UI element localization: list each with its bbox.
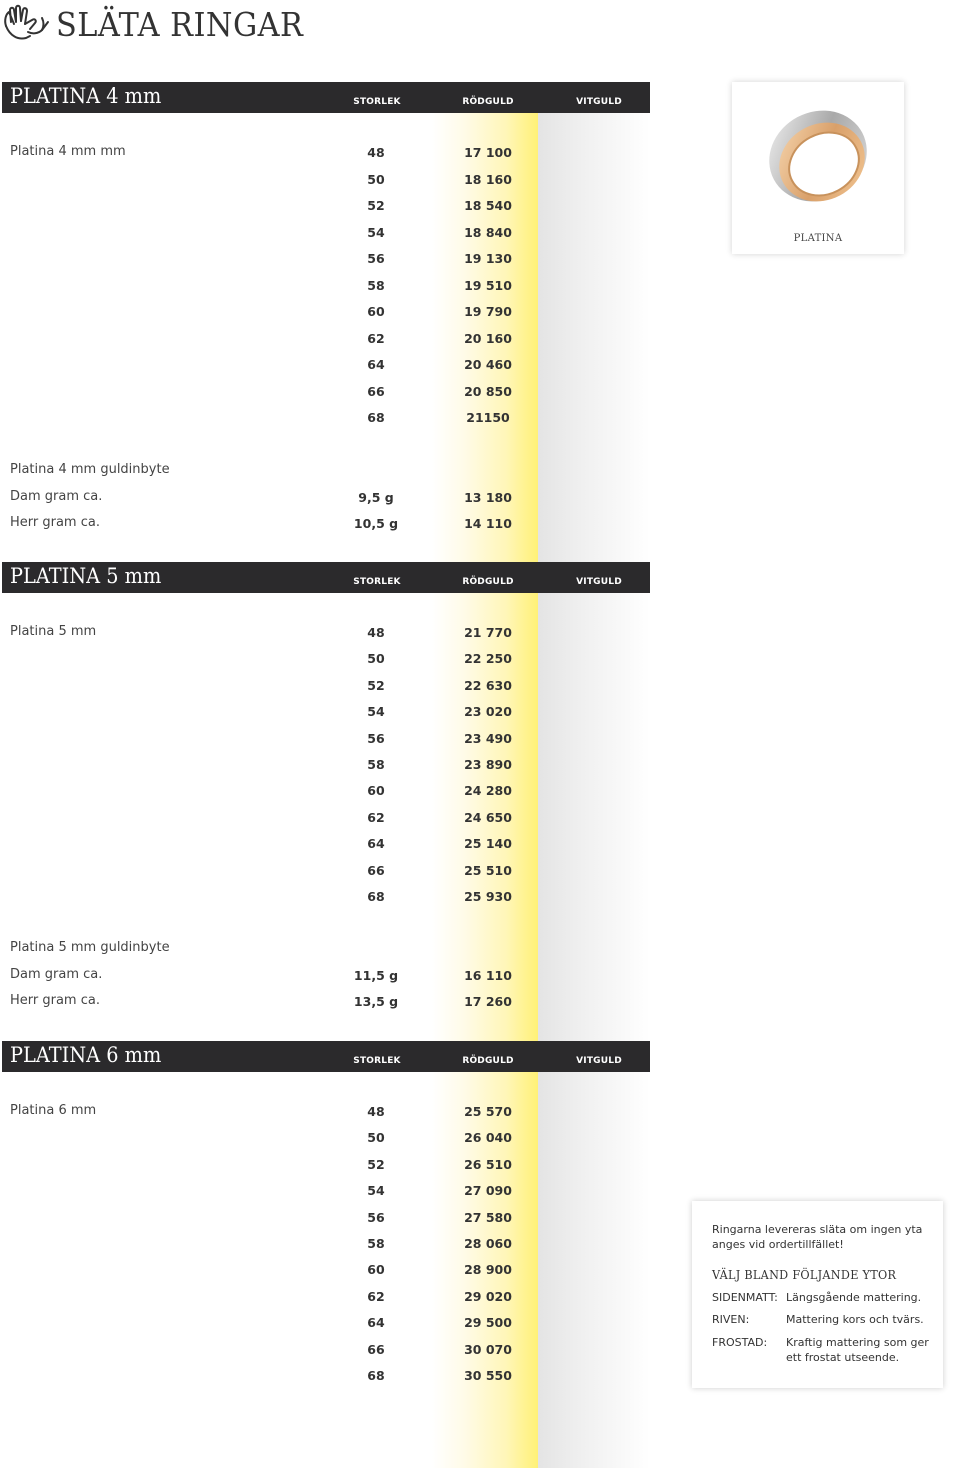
price-cell: 29 020	[464, 1288, 512, 1304]
table-row	[0, 703, 650, 723]
section-title: PLATINA 6 mm	[10, 1043, 162, 1067]
price-cell: 22 250	[464, 651, 512, 667]
section-header-platina-5mm	[2, 562, 650, 593]
weight-cell: 13,5 g	[353, 994, 399, 1009]
table-row	[0, 171, 650, 191]
size-cell: 62	[367, 330, 385, 346]
table-row	[0, 277, 650, 297]
table-row	[0, 1288, 650, 1308]
size-cell: 54	[367, 704, 385, 720]
table-row	[0, 1182, 650, 1202]
size-cell: 62	[367, 1288, 385, 1304]
page-title: SLÄTA RINGAR	[56, 4, 304, 44]
table-row	[0, 862, 650, 882]
column-header-white-gold: VITGULD	[576, 577, 622, 587]
price-cell: 18 160	[464, 171, 512, 187]
table-row	[0, 782, 650, 802]
table-row	[0, 383, 650, 403]
table-row	[0, 1129, 650, 1149]
finish-desc: Mattering kors och tvärs.	[786, 1313, 924, 1326]
price-cell: 21150	[466, 410, 510, 425]
size-cell: 52	[367, 198, 385, 213]
table-row	[0, 1261, 650, 1281]
table-row	[0, 809, 650, 829]
product-caption: PLATINA	[793, 233, 843, 244]
weight-cell: 9,5 g	[358, 490, 394, 505]
product-card-platina	[732, 82, 904, 254]
table-row	[0, 756, 650, 776]
size-cell: 60	[367, 304, 385, 319]
product-label: Platina 6 mm	[10, 1103, 97, 1118]
table-row	[0, 224, 650, 244]
weight-label: Herr gram ca.	[10, 993, 100, 1008]
table-row	[0, 835, 650, 855]
price-cell: 25 570	[464, 1104, 512, 1119]
column-header-size: STORLEK	[353, 1056, 401, 1066]
size-cell: 48	[367, 625, 385, 640]
size-cell: 48	[367, 145, 385, 160]
exchange-label: Platina 5 mm guldinbyte	[10, 940, 170, 955]
table-row	[0, 1103, 650, 1123]
finish-desc: Kraftig mattering som ger ett frostat utseende.	[786, 1336, 929, 1364]
size-cell: 54	[367, 224, 385, 240]
size-cell: 64	[367, 1315, 385, 1331]
price-cell: 27 090	[464, 1183, 512, 1199]
price-cell: 19 510	[464, 277, 512, 293]
size-cell: 56	[367, 251, 385, 266]
size-cell: 58	[367, 277, 385, 293]
price-cell: 16 110	[464, 968, 512, 983]
size-cell: 58	[367, 1236, 385, 1251]
size-cell: 68	[367, 1368, 385, 1383]
price-cell: 26 040	[464, 1130, 512, 1146]
size-cell: 66	[367, 383, 385, 399]
size-cell: 50	[367, 171, 385, 187]
price-cell: 19 130	[464, 251, 512, 266]
price-cell: 23 020	[464, 704, 512, 720]
price-cell: 18 840	[464, 224, 512, 240]
size-cell: 66	[367, 1341, 385, 1357]
section-title: PLATINA 4 mm	[10, 84, 162, 108]
column-header-rose-gold: RÖDGULD	[462, 1056, 514, 1066]
table-row	[0, 993, 650, 1013]
price-cell: 17 260	[464, 994, 512, 1009]
table-row	[0, 967, 650, 987]
price-cell: 20 460	[464, 357, 512, 372]
column-header-size: STORLEK	[353, 577, 401, 587]
hands-icon	[2, 4, 50, 44]
finish-desc: Längsgående mattering.	[786, 1291, 922, 1304]
size-cell: 56	[367, 730, 385, 746]
price-cell: 19 790	[464, 304, 512, 319]
table-row	[0, 1367, 650, 1387]
price-cell: 20 160	[464, 330, 512, 346]
weight-cell: 11,5 g	[353, 968, 399, 983]
price-cell: 14 110	[464, 516, 512, 531]
table-row	[0, 677, 650, 697]
table-row	[0, 1235, 650, 1255]
table-row	[0, 197, 650, 217]
table-row	[0, 303, 650, 323]
price-cell: 26 510	[464, 1156, 512, 1172]
weight-label: Dam gram ca.	[10, 489, 103, 504]
page-header	[2, 2, 325, 46]
size-cell: 60	[367, 1262, 385, 1278]
price-cell: 24 280	[464, 783, 512, 799]
size-cell: 58	[367, 757, 385, 772]
price-cell: 28 900	[464, 1262, 512, 1278]
table-row	[0, 515, 650, 535]
finish-name: FROSTAD:	[712, 1336, 768, 1349]
size-cell: 66	[367, 862, 385, 878]
table-row	[0, 144, 650, 164]
exchange-label: Platina 4 mm guldinbyte	[10, 462, 170, 477]
size-cell: 60	[367, 783, 385, 799]
exchange-label-row	[0, 940, 650, 960]
table-row	[0, 730, 650, 750]
table-row	[0, 1314, 650, 1334]
product-label: Platina 4 mm mm	[10, 144, 126, 159]
price-cell: 30 070	[464, 1341, 512, 1357]
weight-label: Herr gram ca.	[10, 515, 100, 530]
table-row	[0, 624, 650, 644]
size-cell: 68	[367, 410, 385, 425]
price-cell: 29 500	[464, 1315, 512, 1331]
table-row	[0, 650, 650, 670]
price-cell: 23 490	[464, 730, 512, 746]
size-cell: 64	[367, 836, 385, 852]
price-cell: 28 060	[464, 1236, 512, 1251]
size-cell: 68	[367, 889, 385, 904]
finish-info-box	[692, 1201, 943, 1388]
column-header-rose-gold: RÖDGULD	[462, 97, 514, 107]
price-cell: 18 540	[464, 198, 512, 213]
finish-name: SIDENMATT:	[712, 1291, 778, 1304]
column-header-size: STORLEK	[353, 97, 401, 107]
column-header-white-gold: VITGULD	[576, 97, 622, 107]
section-header-platina-6mm	[2, 1041, 650, 1072]
price-cell: 30 550	[464, 1368, 512, 1383]
exchange-label-row	[0, 462, 650, 482]
table-row	[0, 1341, 650, 1361]
column-header-white-gold: VITGULD	[576, 1056, 622, 1066]
size-cell: 56	[367, 1209, 385, 1225]
size-cell: 50	[367, 651, 385, 667]
table-row	[0, 409, 650, 429]
table-row	[0, 888, 650, 908]
price-cell: 22 630	[464, 677, 512, 693]
ring-icon	[758, 98, 878, 218]
size-cell: 62	[367, 809, 385, 825]
section-header-platina-4mm	[2, 82, 650, 113]
price-cell: 27 580	[464, 1209, 512, 1225]
size-cell: 52	[367, 677, 385, 693]
section-title: PLATINA 5 mm	[10, 564, 162, 588]
column-header-rose-gold: RÖDGULD	[462, 577, 514, 587]
price-cell: 13 180	[464, 490, 512, 505]
price-cell: 25 930	[464, 889, 512, 904]
price-cell: 23 890	[464, 757, 512, 772]
size-cell: 64	[367, 357, 385, 372]
price-cell: 25 510	[464, 862, 512, 878]
table-row	[0, 1156, 650, 1176]
finish-note: Ringarna levereras släta om ingen yta anges vid ordertillfället!	[712, 1223, 923, 1251]
weight-label: Dam gram ca.	[10, 967, 103, 982]
size-cell: 48	[367, 1104, 385, 1119]
size-cell: 50	[367, 1130, 385, 1146]
finish-name: RIVEN:	[712, 1313, 750, 1326]
weight-cell: 10,5 g	[353, 516, 399, 531]
size-cell: 52	[367, 1156, 385, 1172]
price-cell: 24 650	[464, 809, 512, 825]
price-cell: 25 140	[464, 836, 512, 852]
table-row	[0, 250, 650, 270]
price-cell: 21 770	[464, 625, 512, 640]
table-row	[0, 330, 650, 350]
table-row	[0, 489, 650, 509]
table-row	[0, 356, 650, 376]
finish-heading: VÄLJ BLAND FÖLJANDE YTOR	[712, 1267, 897, 1282]
price-cell: 20 850	[464, 383, 512, 399]
table-row	[0, 1209, 650, 1229]
price-cell: 17 100	[464, 145, 512, 160]
product-label: Platina 5 mm	[10, 624, 97, 639]
size-cell: 54	[367, 1183, 385, 1199]
